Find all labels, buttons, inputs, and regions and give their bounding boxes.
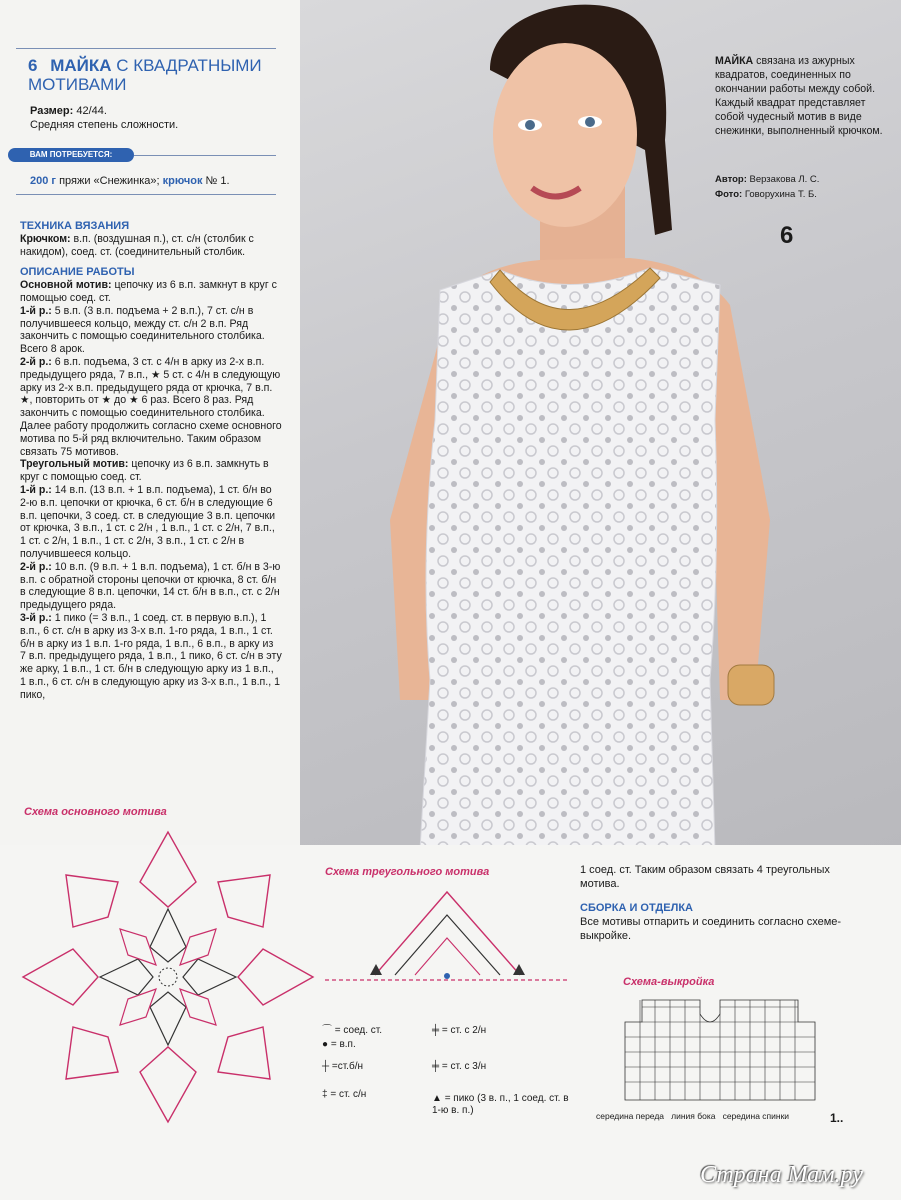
- symbol-legend-left: ⌒ = соед. ст. ● = в.п. ┼ =ст.б/н ‡ = ст. с/н: [322, 1025, 383, 1100]
- author-label: Автор:: [715, 174, 747, 185]
- legend-picot: = пико (3 в. п., 1 соед. ст. в 1-ю в. п.): [432, 1093, 569, 1116]
- size-label: Размер:: [30, 105, 74, 117]
- legend-chain: = в.п.: [330, 1039, 356, 1050]
- page-number: 1..: [830, 1111, 844, 1125]
- row-label: 2-й р.:: [20, 560, 52, 573]
- legend-dc: = ст. с/н: [330, 1089, 367, 1100]
- continuation-block: [580, 863, 870, 943]
- instructions-column: [0, 0, 300, 845]
- legend-tr2: = ст. с 2/н: [441, 1025, 487, 1036]
- main-motif-scheme: [18, 825, 318, 1130]
- main-scheme-label: Схема основного мотива: [24, 806, 167, 818]
- symbol-legend-right: ╪ = ст. с 2/н ╪ = ст. с 3/н ▲ = пико (3 в. п., 1 соед. ст. в 1-ю в. п.): [432, 1025, 569, 1116]
- photo-label: Фото:: [715, 189, 743, 200]
- materials: [30, 175, 230, 187]
- instructions-body: [20, 220, 282, 701]
- technique-text: в.п. (воздушная п.), ст. с/н (столбик с накидом), соед. ст. (соединительный столбик.: [20, 232, 254, 258]
- row-label: 1-й р.:: [20, 304, 52, 317]
- size-value: 42/44.: [76, 105, 107, 117]
- pattern-legend: [596, 1110, 789, 1122]
- credits: [715, 172, 819, 202]
- tri-motif-scheme: [320, 880, 575, 995]
- continuation-text: 1 соед. ст. Таким образом связать 4 треугольных мотива.: [580, 864, 830, 890]
- hook-label: крючок: [162, 175, 203, 187]
- pattern-grid: [620, 992, 820, 1104]
- divider: [16, 194, 276, 195]
- row-text: 1 пико (= 3 в.п., 1 соед. ст. в первую в.п.), 1 в.п., 6 ст. с/н в арку из 3-х в.п. 1-го ряда, 1 в.п., 1 ст. б/н в арку из 1 в.п. 1-го ряда, 1 в.п., 6 в.п., в арку из 7 в.п. предыдущего ряда, 1 в.п., 1 пико, 6 ст. с/н в эту же арку, 1 в.п., 1 ст. б/н в следующую арку из 1 в.п., 1 в.п., 6 ст. с/н в следующую арку из 3-х в.п., 1 в.п., 1 пико,: [20, 611, 282, 701]
- hook-value: № 1.: [205, 175, 230, 187]
- divider: [16, 48, 276, 49]
- size-info: [30, 104, 280, 132]
- row-text: 5 в.п. (3 в.п. подъема + 2 в.п.), 7 ст. с/н в получившееся кольцо, между ст. с/н 2 в.п. Ряд закончить с помощью соединительного столбика. Всего 8 арок.: [20, 304, 265, 356]
- divider: [134, 155, 276, 156]
- yarn-amount: 200 г: [30, 175, 56, 187]
- tri-motif-label: Треугольный мотив:: [20, 458, 129, 471]
- legend-sc: =ст.б/н: [331, 1061, 363, 1072]
- technique-heading: ТЕХНИКА ВЯЗАНИЯ: [20, 220, 130, 232]
- yarn-text: пряжи «Снежинка»;: [59, 175, 160, 187]
- legend-slip: = соед. ст.: [334, 1025, 383, 1036]
- difficulty: Средняя степень сложности.: [30, 119, 179, 131]
- photographer-name: Говорухина Т. Б.: [744, 189, 817, 200]
- title-bold: МАЙКА: [50, 56, 112, 75]
- author-name: Верзакова Л. С.: [749, 174, 820, 185]
- caption-bold: МАЙКА: [715, 55, 754, 67]
- legend-tr3: = ст. с 3/н: [441, 1061, 487, 1072]
- main-motif-text: цепочку из 6 в.п. замкнут в круг с помощью соед. ст.: [20, 279, 277, 304]
- row-text: 14 в.п. (13 в.п. + 1 в.п. подъема), 1 ст. б/н во 2-ю в.п. цепочки от крючка, 6 ст. б/н в следующие 6 в.п. цепочки, 3 соед. ст. в следующие 3 в.п. цепочки от крючка, 3 в.п., 1 ст. с 2/н , 1 в.п., 1 ст. с 2/н, 7 в.п., 1 ст. с 2/н, 1 в.п., 1 ст. с 2/н, 3 в.п., 1 ст. с 2/н в получившееся кольцо.: [20, 483, 276, 560]
- main-motif-label: Основной мотив:: [20, 279, 112, 292]
- description-heading: ОПИСАНИЕ РАБОТЫ: [20, 266, 135, 279]
- assembly-heading: СБОРКА И ОТДЕЛКА: [580, 902, 693, 914]
- technique-label: Крючком:: [20, 232, 71, 245]
- row-label: 2-й р.:: [20, 355, 52, 368]
- pattern-label: Схема-выкройка: [623, 976, 715, 988]
- front-middle-label: середина переда: [596, 1111, 665, 1121]
- needs-badge: ВАМ ПОТРЕБУЕТСЯ:: [8, 148, 134, 162]
- row-label: 3-й р.:: [20, 611, 52, 624]
- item-number: 6: [28, 56, 38, 75]
- assembly-text: Все мотивы отпарить и соединить согласно схеме-выкройке.: [580, 916, 842, 942]
- title-rest: С КВАДРАТНЫМИ МОТИВАМИ: [28, 56, 262, 94]
- watermark: Страна Мам.ру: [700, 1162, 863, 1188]
- photo-caption: [715, 54, 885, 138]
- tri-motif-text: цепочку из 6 в.п. замкнуть в круг с помощью соед. ст.: [20, 458, 269, 484]
- row-text: 10 в.п. (9 в.п. + 1 в.п. подъема), 1 ст. б/н в 3-ю в.п. с обратной стороны цепочки от крючка, 8 ст. б/н в следующие 8 в.п. цепочки, 14 ст. б/н в в.п., ст. с 2/н предыдущего ряда.: [20, 560, 281, 612]
- photo-number: 6: [780, 222, 794, 249]
- continue-text: Далее работу продолжить согласно схеме основного мотива по 5-й ряд включительно. Таким образом связать 75 мотивов.: [20, 419, 282, 458]
- back-middle-label: середина спинки: [722, 1111, 790, 1121]
- tri-scheme-label: Схема треугольного мотива: [325, 866, 490, 878]
- page-title: [28, 56, 288, 94]
- row-text: 6 в.п. подъема, 3 ст. с 4/н в арку из 2-х в.п. предыдущего ряда, 7 в.п., ★ 5 ст. с 4/н в следующую арку из 2-х в.п. предыдущего ряда от крючка, 7 в.п. ★, повторить от ★ до ★ 6 раз. Всего 8 раз. Ряд закончить с помощью соединительного столбика.: [20, 355, 281, 420]
- caption-text: связана из ажурных квадратов, соединенных по окончании работы между собой. Каждый квадрат представляет собой чудесный мотив в виде снежинки, выполненный крючком.: [715, 55, 883, 137]
- row-label: 1-й р.:: [20, 483, 52, 496]
- side-line-label: линия бока: [671, 1111, 716, 1121]
